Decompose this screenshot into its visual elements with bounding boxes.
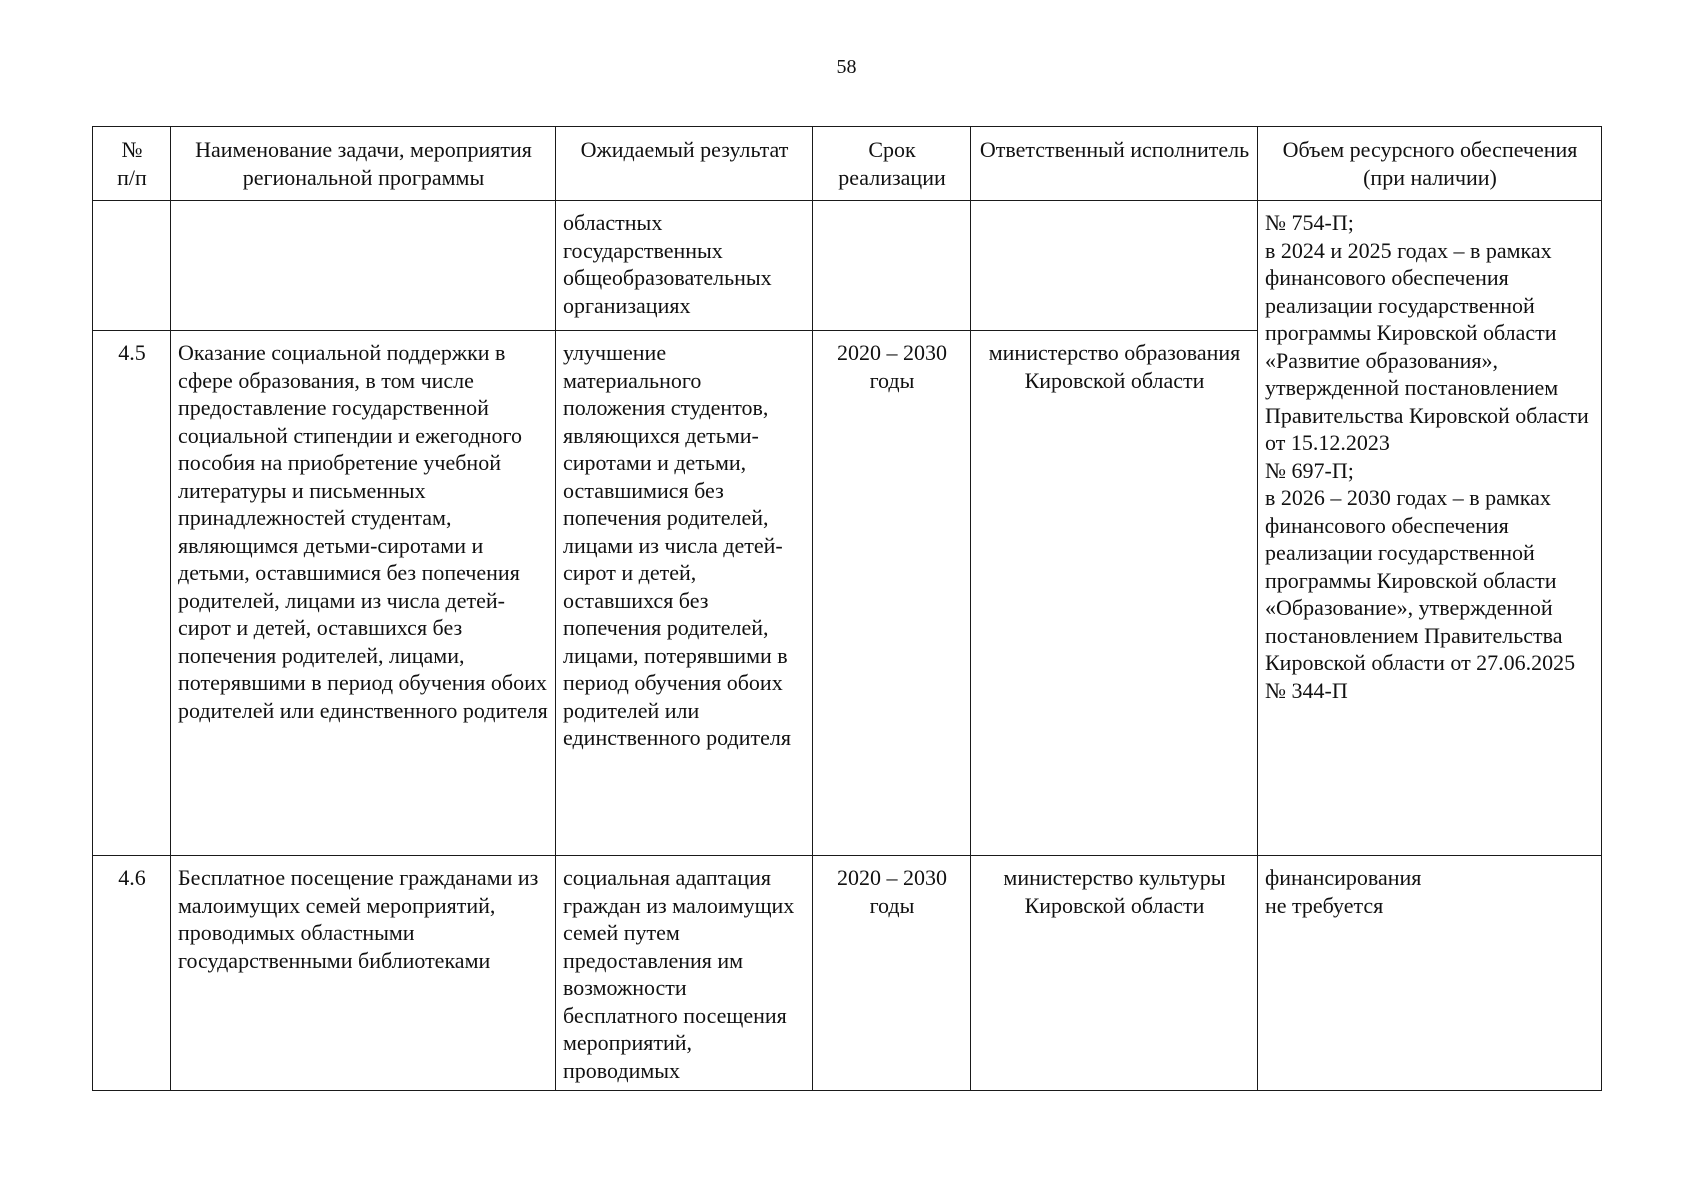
row-number — [93, 201, 171, 331]
task-cell — [171, 201, 556, 331]
header-task-name: Наименование задачи, мероприятия региональной программы — [171, 127, 556, 201]
table-row — [93, 856, 1602, 1091]
result-cell: областных государственных общеобразовательных организациях — [556, 201, 813, 331]
header-resources: Объем ресурсного обеспечения (при наличии) — [1258, 127, 1602, 201]
row-number: 4.6 — [93, 856, 171, 1091]
result-cell: социальная адаптация граждан из малоимущих семей путем предоставления им возможности бесплатного посещения мероприятий, проводимых — [556, 856, 813, 1091]
table-row — [93, 201, 1602, 331]
task-cell: Бесплатное посещение гражданами из малоимущих семей мероприятий, проводимых областными государственными библиотеками — [171, 856, 556, 1091]
executor-cell: министерство образования Кировской области — [971, 331, 1258, 856]
period-cell: 2020 – 2030 годы — [813, 331, 971, 856]
header-number: № п/п — [93, 127, 171, 201]
executor-cell — [971, 201, 1258, 331]
period-cell — [813, 201, 971, 331]
table-header-row — [93, 127, 1602, 201]
result-cell: улучшение материального положения студентов, являющихся детьми-сиротами и детьми, оставшимися без попечения родителей, лицами из числа детей-сирот и детей, оставшихся без попечения родителей, лицами, потерявшими в период обучения обоих родителей или единственного родителя — [556, 331, 813, 856]
period-cell: 2020 – 2030 годы — [813, 856, 971, 1091]
row-number: 4.5 — [93, 331, 171, 856]
page-number: 58 — [836, 56, 857, 78]
header-period: Срок реализации — [813, 127, 971, 201]
header-executor: Ответственный исполнитель — [971, 127, 1258, 201]
program-table — [92, 126, 1602, 1091]
header-expected-result: Ожидаемый результат — [556, 127, 813, 201]
task-cell: Оказание социальной поддержки в сфере образования, в том числе предоставление государственной социальной стипендии и ежегодного пособия на приобретение учебной литературы и письменных принадлежностей студентам, являющимся детьми-сиротами и детьми, оставшимися без попечения родителей, лицами из числа детей-сирот и детей, оставшихся без попечения родителей, лицами, потерявшими в период обучения обоих родителей или единственного родителя — [171, 331, 556, 856]
resources-cell: финансирования не требуется — [1258, 856, 1602, 1091]
executor-cell: министерство культуры Кировской области — [971, 856, 1258, 1091]
resources-cell-merged: № 754-П; в 2024 и 2025 годах – в рамках финансового обеспечения реализации государственной программы Кировской области «Развитие образования», утвержденной постановлением Правительства Кировской области от 15.12.2023 № 697-П; в 2026 – 2030 годах – в рамках финансового обеспечения реализации государственной программы Кировской области «Образование», утвержденной постановлением Правительства Кировской области от 27.06.2025 № 344-П — [1258, 201, 1602, 856]
